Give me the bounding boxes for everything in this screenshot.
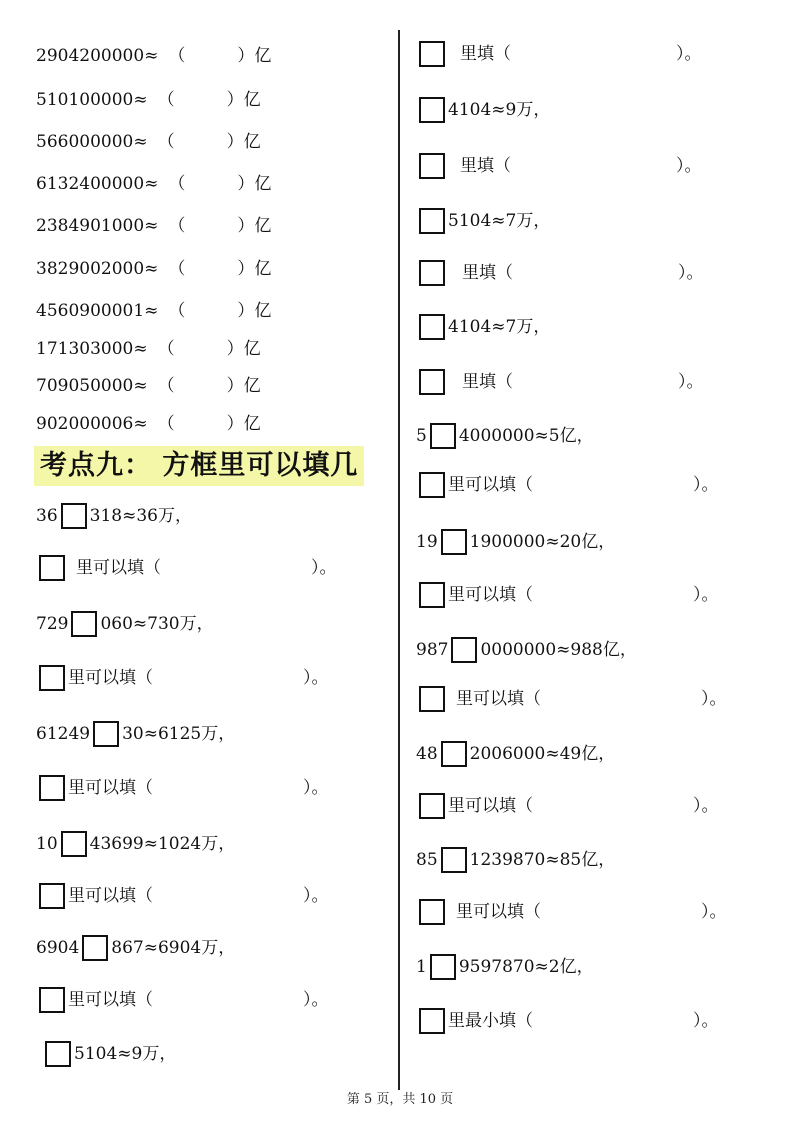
problem-prefix: 987 (416, 640, 449, 660)
box-symbol (419, 369, 445, 395)
answer-box[interactable] (430, 423, 456, 449)
approx-sign: ≈ (133, 376, 148, 396)
answer-line (36, 882, 329, 910)
answer-line (36, 554, 337, 582)
approx-sign: ≈ (144, 301, 159, 321)
approx-item-10 (36, 410, 261, 438)
box-symbol (419, 153, 445, 179)
page-footer: 第 5 页，共 10 页 (346, 1092, 454, 1107)
approx-sign: ≈ (133, 90, 148, 110)
answer-prompt: 里填（ (460, 44, 511, 64)
answer-close: ）。 (303, 668, 329, 688)
blank-open: （ (157, 90, 175, 110)
problem-suffix: 5104≈7万， (448, 211, 551, 231)
answer-prompt: 里填（ (462, 372, 513, 392)
box-symbol (419, 260, 445, 286)
answer-prompt: 里可以填（ (68, 886, 153, 906)
problem-statement (36, 610, 214, 638)
approx-sign: ≈ (144, 216, 159, 236)
approx-unit: 亿 (243, 132, 261, 152)
blank-close: ） (226, 339, 244, 359)
approx-unit: 亿 (243, 339, 261, 359)
approx-item-7 (36, 297, 271, 325)
box-symbol (419, 793, 445, 819)
answer-close: ）。 (303, 886, 329, 906)
answer-prompt: 里填（ (462, 263, 513, 283)
answer-line (416, 368, 704, 396)
answer-box[interactable] (419, 314, 445, 340)
approx-sign: ≈ (144, 46, 159, 66)
problem-statement (416, 96, 550, 124)
box-symbol (39, 775, 65, 801)
problem-statement (416, 636, 637, 664)
approx-unit: 亿 (243, 90, 261, 110)
problem-statement (416, 313, 550, 341)
answer-close: ）。 (676, 44, 702, 64)
answer-line (416, 259, 704, 287)
problem-suffix: 4000000≈5亿， (458, 426, 594, 446)
blank-close: ） (226, 414, 244, 434)
approx-sign: ≈ (144, 259, 159, 279)
answer-line (36, 774, 329, 802)
blank-open: （ (168, 301, 186, 321)
approx-item-2 (36, 86, 261, 114)
box-symbol (39, 883, 65, 909)
problem-suffix: 5104≈9万， (74, 1044, 177, 1064)
problem-prefix: 19 (416, 532, 438, 552)
approx-item-6 (36, 255, 271, 283)
problem-statement (36, 502, 192, 530)
blank-open: （ (157, 414, 175, 434)
answer-close: ）。 (693, 585, 719, 605)
answer-line (416, 898, 727, 926)
box-symbol (419, 472, 445, 498)
approx-item-5 (36, 212, 271, 240)
answer-box[interactable] (45, 1041, 71, 1067)
answer-line (416, 40, 702, 68)
approx-number: 171303000 (36, 339, 134, 359)
problem-statement (36, 830, 235, 858)
box-symbol (419, 1008, 445, 1034)
problem-prefix: 1 (416, 957, 427, 977)
problem-statement (416, 846, 615, 874)
answer-prompt: 里可以填（ (68, 990, 153, 1010)
box-symbol (419, 582, 445, 608)
box-symbol (419, 899, 445, 925)
answer-prompt: 里填（ (460, 156, 511, 176)
blank-open: （ (168, 174, 186, 194)
answer-box[interactable] (441, 529, 467, 555)
approx-number: 6132400000 (36, 174, 145, 194)
answer-close: ）。 (311, 558, 337, 578)
box-symbol (39, 665, 65, 691)
blank-close: ） (237, 46, 255, 66)
answer-prompt: 里可以填（ (76, 558, 161, 578)
problem-suffix: 1239870≈85亿， (469, 850, 616, 870)
problem-suffix: 1900000≈20亿， (469, 532, 616, 552)
approx-item-9 (36, 372, 261, 400)
approx-number: 902000006 (36, 414, 134, 434)
blank-close: ） (226, 132, 244, 152)
problem-suffix: 318≈36万， (89, 506, 192, 526)
answer-box[interactable] (441, 847, 467, 873)
answer-close: ）。 (678, 263, 704, 283)
blank-close: ） (226, 90, 244, 110)
problem-statement (42, 1040, 176, 1068)
answer-box[interactable] (441, 741, 467, 767)
problem-suffix: 30≈6125万， (122, 724, 236, 744)
blank-open: （ (157, 339, 175, 359)
answer-box[interactable] (93, 721, 119, 747)
column-divider (398, 30, 400, 1090)
problem-suffix: 4104≈7万， (448, 317, 551, 337)
problem-prefix: 36 (36, 506, 58, 526)
problem-suffix: 867≈6904万， (111, 938, 236, 958)
problem-statement (36, 934, 235, 962)
problem-statement (416, 953, 594, 981)
blank-open: （ (157, 132, 175, 152)
problem-suffix: 9597870≈2亿， (458, 957, 594, 977)
answer-box[interactable] (61, 503, 87, 529)
answer-prompt: 里可以填（ (456, 689, 541, 709)
answer-line (416, 792, 719, 820)
answer-line (36, 986, 329, 1014)
approx-unit: 亿 (243, 414, 261, 434)
answer-prompt: 里可以填（ (448, 796, 533, 816)
approx-number: 3829002000 (36, 259, 145, 279)
problem-suffix: 4104≈9万， (448, 100, 551, 120)
problem-statement (416, 740, 615, 768)
answer-line (416, 581, 719, 609)
approx-unit: 亿 (243, 376, 261, 396)
box-symbol (39, 555, 65, 581)
blank-close: ） (237, 259, 255, 279)
answer-box[interactable] (419, 97, 445, 123)
answer-close: ）。 (701, 902, 727, 922)
blank-close: ） (237, 301, 255, 321)
approx-number: 2904200000 (36, 46, 145, 66)
answer-close: ）。 (678, 372, 704, 392)
approx-sign: ≈ (133, 339, 148, 359)
problem-prefix: 729 (36, 614, 69, 634)
answer-line (36, 664, 329, 692)
approx-number: 566000000 (36, 132, 134, 152)
answer-close: ）。 (693, 796, 719, 816)
answer-close: ）。 (693, 475, 719, 495)
approx-sign: ≈ (133, 414, 148, 434)
problem-prefix: 10 (36, 834, 58, 854)
problem-suffix: 0000000≈988亿， (480, 640, 637, 660)
answer-prompt: 里可以填（ (68, 778, 153, 798)
answer-prompt: 里可以填（ (448, 585, 533, 605)
answer-close: ）。 (676, 156, 702, 176)
approx-item-3 (36, 128, 261, 156)
problem-statement (36, 720, 235, 748)
approx-unit: 亿 (254, 259, 272, 279)
section-heading: 考点九： 方框里可以填几 (34, 446, 364, 486)
approx-item-4 (36, 170, 271, 198)
problem-statement (416, 528, 615, 556)
answer-box[interactable] (82, 935, 108, 961)
answer-line (416, 685, 727, 713)
answer-line (416, 152, 702, 180)
approx-unit: 亿 (254, 216, 272, 236)
blank-close: ） (226, 376, 244, 396)
problem-suffix: 060≈730万， (100, 614, 214, 634)
problem-statement (416, 422, 594, 450)
approx-item-1 (36, 42, 271, 70)
answer-close: ）。 (693, 1011, 719, 1031)
box-symbol (419, 686, 445, 712)
problem-prefix: 85 (416, 850, 438, 870)
problem-prefix: 48 (416, 744, 438, 764)
box-symbol (39, 987, 65, 1013)
answer-prompt: 里可以填（ (448, 475, 533, 495)
approx-item-8 (36, 335, 261, 363)
answer-close: ）。 (701, 689, 727, 709)
problem-statement (416, 207, 550, 235)
answer-box[interactable] (71, 611, 97, 637)
problem-suffix: 43699≈1024万， (89, 834, 236, 854)
approx-sign: ≈ (133, 132, 148, 152)
answer-prompt: 里可以填（ (456, 902, 541, 922)
problem-prefix: 61249 (36, 724, 91, 744)
blank-open: （ (168, 259, 186, 279)
answer-close: ）。 (303, 990, 329, 1010)
box-symbol (419, 41, 445, 67)
blank-open: （ (168, 216, 186, 236)
approx-number: 2384901000 (36, 216, 145, 236)
approx-unit: 亿 (254, 46, 272, 66)
answer-box[interactable] (419, 208, 445, 234)
blank-close: ） (237, 174, 255, 194)
answer-line (416, 1007, 719, 1035)
approx-number: 709050000 (36, 376, 134, 396)
approx-number: 510100000 (36, 90, 134, 110)
approx-unit: 亿 (254, 301, 272, 321)
approx-sign: ≈ (144, 174, 159, 194)
approx-number: 4560900001 (36, 301, 145, 321)
blank-close: ） (237, 216, 255, 236)
answer-box[interactable] (61, 831, 87, 857)
problem-prefix: 6904 (36, 938, 80, 958)
answer-close: ）。 (303, 778, 329, 798)
answer-prompt: 里最小填（ (448, 1011, 533, 1031)
problem-prefix: 5 (416, 426, 427, 446)
approx-unit: 亿 (254, 174, 272, 194)
blank-open: （ (168, 46, 186, 66)
answer-prompt: 里可以填（ (68, 668, 153, 688)
answer-box[interactable] (430, 954, 456, 980)
answer-line (416, 471, 719, 499)
problem-suffix: 2006000≈49亿， (469, 744, 616, 764)
blank-open: （ (157, 376, 175, 396)
answer-box[interactable] (451, 637, 477, 663)
